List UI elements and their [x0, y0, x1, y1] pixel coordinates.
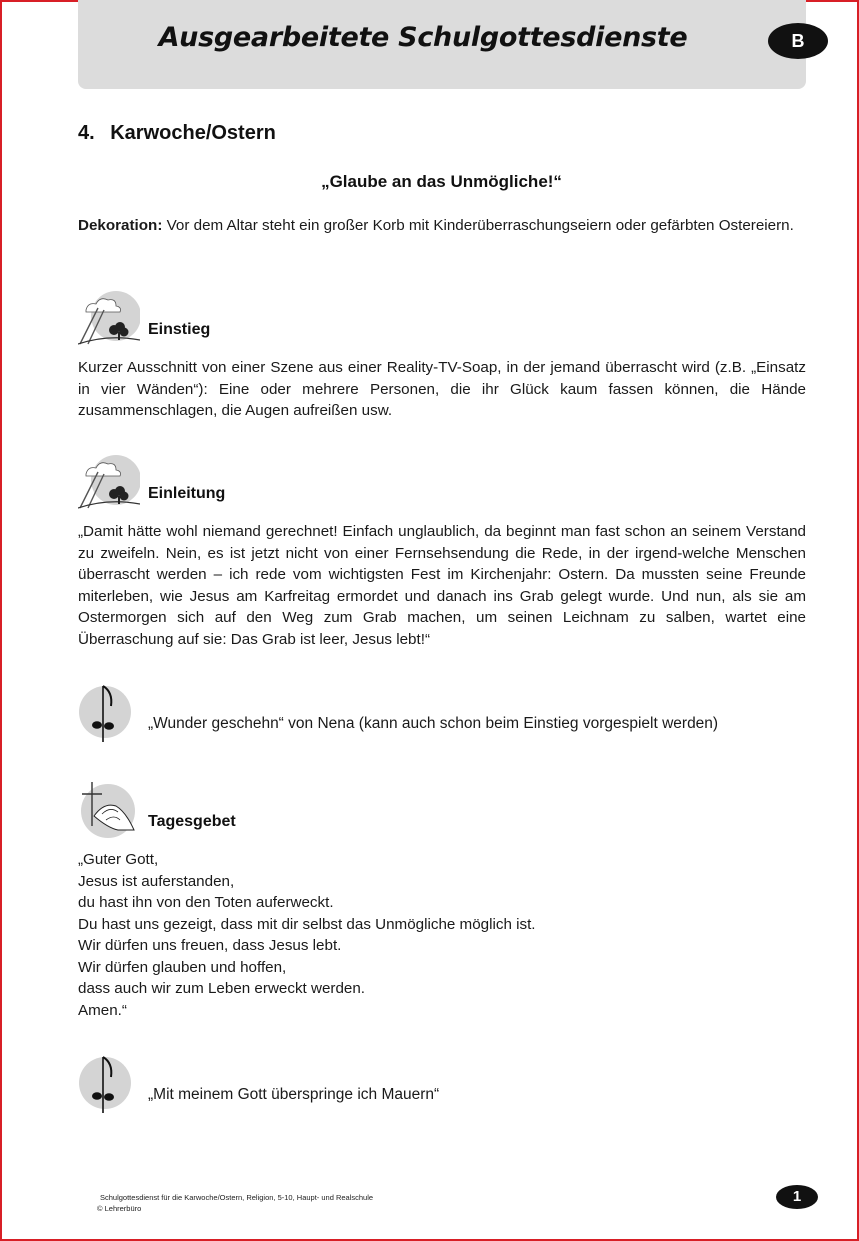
prayer-line: du hast ihn von den Toten auferweckt. [78, 894, 334, 911]
prayer-line: Jesus ist auferstanden, [78, 872, 235, 890]
prayer-line: Wir dürfen uns freuen, dass Jesus lebt. [78, 937, 342, 954]
cross-praying-hands-icon [78, 780, 138, 840]
page-number: 1 [776, 1185, 818, 1209]
einleitung-paragraph: „Damit hätte wohl niemand gerechnet! Einfach unglaublich, da beginnt man fast schon an seinem Verstand zu zweifeln. Nein, es ist jetzt nicht von einer Fernsehsendung die Rede, in der irgend-welche Menschen überrascht werden – ich rede vom wichtigsten Fest im Kirchenjahr: Ostern. Da mussten seine Freunde miterleben, wie Jesus am Karfreitag ermordet und danach ins Grab gelegt wurde. Und nun, als sie am Ostermorgen sich auf den Weg zum Grab machen, um seinen Leichnam zu salben, wartet eine Überraschung auf sie: Das Grab ist leer, Jesus lebt!“ [78, 523, 806, 648]
prayer-line: Du hast uns gezeigt, dass mit dir selbst das Unmögliche möglich ist. [78, 915, 536, 933]
tagesgebet-heading: Tagesgebet [148, 813, 236, 830]
page-header [78, 0, 806, 89]
prayer-line: Amen.“ [78, 1001, 127, 1019]
music-note-icon [78, 1055, 132, 1115]
song-title: „Wunder geschehn“ von Nena (kann auch schon beim Einstieg vorgespielt werden) [148, 715, 719, 732]
prayer-line: dass auch wir zum Leben erweckt werden. [78, 980, 366, 997]
prayer-line: Wir dürfen glauben und hoffen, [78, 958, 287, 976]
footer-description: Schulgottesdienst für die Karwoche/Ostern, Religion, 5-10, Haupt- und Realschule [100, 1193, 374, 1202]
music-note-icon [78, 684, 132, 744]
motto-subtitle: „Glaube an das Unmögliche!“ [321, 172, 562, 191]
dekoration-paragraph [78, 215, 806, 237]
section-badge: B [768, 23, 828, 59]
einstieg-paragraph: Kurzer Ausschnitt von einer Szene aus einer Reality-TV-Soap, in der jemand überrascht wird (z.B. „Einsatz in vier Wänden“): Eine oder mehrere Personen, die ihr Glück kaum fassen können, die Hände zusammenschlagen, die Augen aufreißen usw. [78, 359, 806, 419]
footer-copyright: © Lehrerbüro [97, 1204, 142, 1213]
song-title: „Mit meinem Gott überspringe ich Mauern“ [148, 1086, 440, 1103]
header-title: Ausgearbeitete Schulgottesdienste [158, 22, 688, 53]
landscape-icon [78, 290, 140, 348]
section-title: 4. Karwoche/Ostern [78, 122, 276, 144]
dekoration-label: Dekoration: [78, 217, 163, 234]
dekoration-text: Vor dem Altar steht ein großer Korb mit Kinderüberraschungseiern oder gefärbten Ostereiern. [162, 217, 794, 234]
einleitung-heading: Einleitung [148, 485, 226, 502]
landscape-icon [78, 454, 140, 512]
einstieg-heading: Einstieg [148, 321, 211, 338]
prayer-line: „Guter Gott, [78, 851, 159, 868]
tagesgebet-prayer [78, 849, 536, 1021]
